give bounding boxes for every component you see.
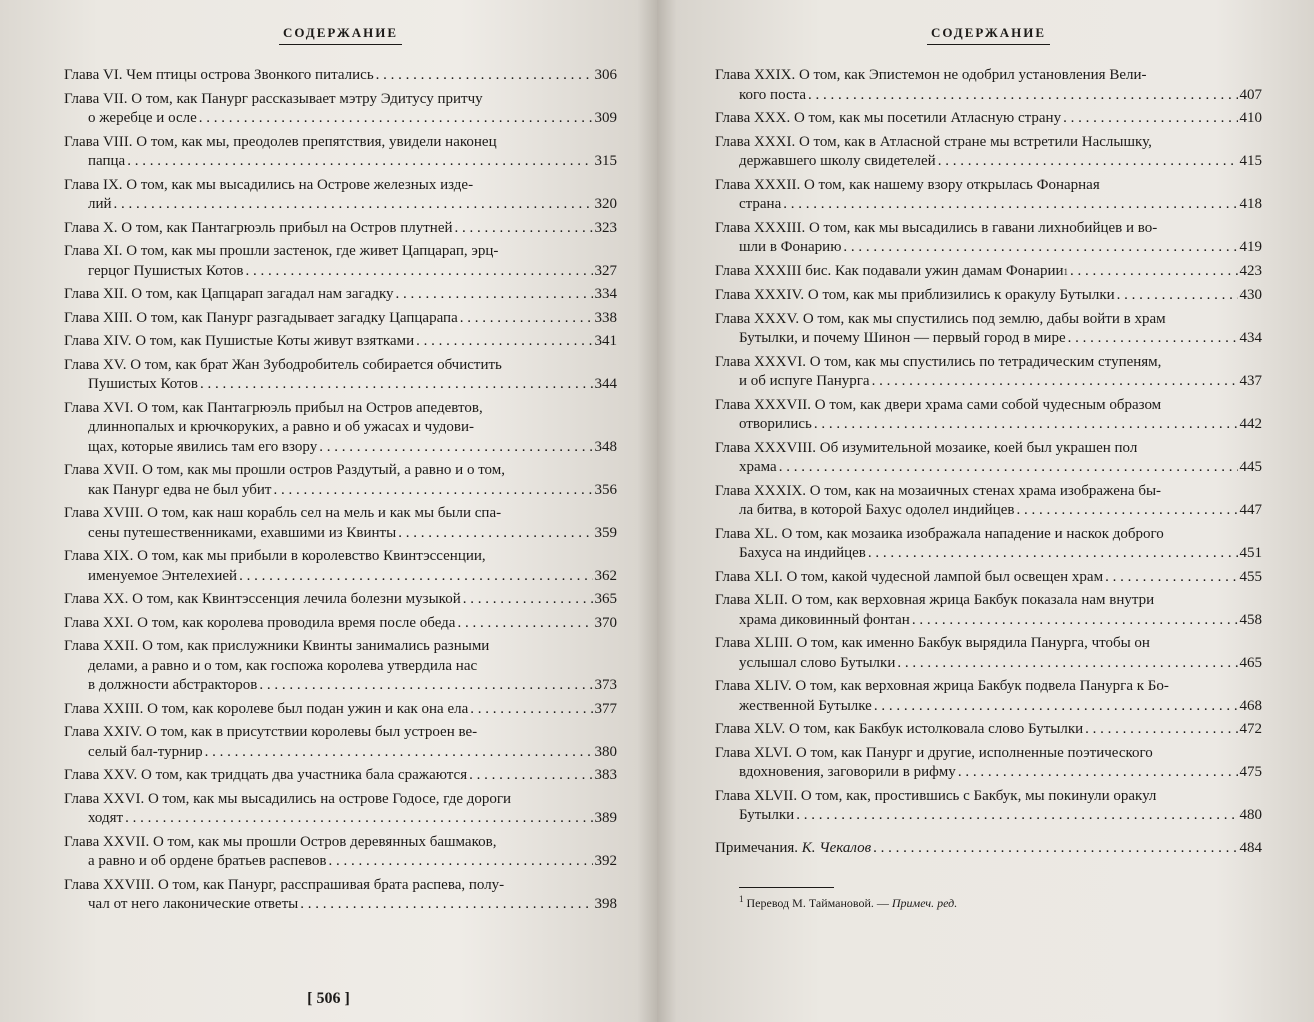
toc-entry[interactable] xyxy=(64,723,617,762)
toc-entry[interactable] xyxy=(64,766,617,786)
toc-entry-title: Глава XXXIII. О том, как мы высадились в гавани лихнобийцев и во- xyxy=(715,219,1158,236)
toc-entry[interactable] xyxy=(64,399,617,458)
toc-entry[interactable] xyxy=(64,176,617,215)
page-ref: 338 xyxy=(594,309,617,326)
toc-entry[interactable] xyxy=(64,876,617,915)
toc-entry-title-cont: ходят xyxy=(88,810,124,826)
toc-entry-title: Глава XXV. О том, как тридцать два участника бала сражаются xyxy=(64,767,468,783)
toc-entry-title-cont: делами, а равно и о том, как госпожа королева утвердила нас xyxy=(88,657,478,674)
toc-entry-title-cont: услышал слово Бутылки xyxy=(739,654,896,671)
toc-entry[interactable] xyxy=(64,590,617,610)
toc-entry[interactable] xyxy=(715,262,1262,283)
toc-entry-title-cont: сены путешественниками, ехавшими из Квинты xyxy=(88,524,397,541)
page-ref: 475 xyxy=(1239,764,1262,780)
toc-entry[interactable] xyxy=(715,744,1262,783)
toc-entry-title: Глава XX. О том, как Квинтэссенция лечила болезни музыкой xyxy=(64,591,461,607)
toc-entry[interactable] xyxy=(64,700,617,720)
toc-entry-title-cont: чал от него лаконические ответы xyxy=(88,896,299,912)
page-ref: 430 xyxy=(1239,287,1262,303)
page-ref: 327 xyxy=(594,262,617,279)
page-ref: 389 xyxy=(594,810,617,826)
page-header: СОДЕРЖАНИЕ xyxy=(64,24,617,48)
toc-entry[interactable] xyxy=(715,286,1262,306)
page-ref: 377 xyxy=(594,700,617,717)
page-ref: 437 xyxy=(1239,373,1262,389)
toc-entry[interactable] xyxy=(715,525,1262,564)
toc-entry-title: Глава XV. О том, как брат Жан Зубодробитель собирается обчистить xyxy=(64,356,502,373)
page-ref: 484 xyxy=(1239,839,1262,856)
toc-entry-title: Глава XXXIV. О том, как мы приблизились к оракулу Бутылки xyxy=(715,287,1115,303)
toc-entry[interactable] xyxy=(64,504,617,543)
toc-entry-title: Глава XXXII. О том, как нашему взору открылась Фонарная xyxy=(715,176,1100,193)
toc-entry-title: Глава XXXI. О том, как в Атласной стране мы встретили Наслышку, xyxy=(715,133,1152,150)
toc-entry-title-cont: а равно и об ордене братьев распевов xyxy=(88,853,327,869)
toc-entry-title: Глава XXVI. О том, как мы высадились на острове Годосе, где дороги xyxy=(64,790,512,807)
toc-entry[interactable] xyxy=(64,309,617,329)
toc-entry-title: Глава XXXIII бис. Как подавали ужин дамам Фонарии xyxy=(715,262,1064,279)
page-ref: 320 xyxy=(594,196,617,212)
toc-entry[interactable] xyxy=(64,242,617,281)
page-ref: 398 xyxy=(594,896,617,912)
toc-entry[interactable] xyxy=(64,133,617,172)
page-ref: 451 xyxy=(1239,545,1262,561)
page-ref: 365 xyxy=(594,591,617,607)
toc-entry-title: Глава XII. О том, как Цапцарап загадал нам загадку xyxy=(64,286,394,302)
toc-entry-title: Глава XXXV. О том, как мы спустились под землю, дабы войти в храм xyxy=(715,310,1166,327)
toc-entry-title: Глава XXVII. О том, как мы прошли Остров деревянных башмаков, xyxy=(64,833,497,850)
toc-list xyxy=(64,66,617,915)
toc-entry-title-cont: как Панург едва не был убит xyxy=(88,481,272,498)
toc-entry[interactable] xyxy=(715,787,1262,826)
toc-entry-title: Глава XLV. О том, как Бакбук истолковала слово Бутылки xyxy=(715,721,1084,737)
page-ref: 472 xyxy=(1239,721,1262,737)
page-ref: 418 xyxy=(1239,196,1262,212)
toc-entry[interactable] xyxy=(715,176,1262,215)
toc-entry-title: Глава XXIX. О том, как Эпистемон не одобрил установления Вели- xyxy=(715,67,1147,83)
toc-entry-title-cont: страна xyxy=(739,196,782,212)
toc-entry[interactable] xyxy=(715,482,1262,521)
toc-entry-title: Глава XLIII. О том, как именно Бакбук вырядила Панурга, чтобы он xyxy=(715,635,1150,651)
toc-entry[interactable] xyxy=(715,591,1262,630)
toc-entry-title: Глава XXVIII. О том, как Панург, расспрашивая брата распева, полу- xyxy=(64,876,505,893)
toc-entry-title-cont: папца xyxy=(88,153,126,169)
toc-entry-title-cont: и об испуге Панурга xyxy=(739,373,870,389)
toc-entry-title: Глава IX. О том, как мы высадились на Острове железных изде- xyxy=(64,176,474,193)
page-ref: 465 xyxy=(1239,654,1262,671)
page-ref: 306 xyxy=(594,67,617,83)
toc-entry-title: Глава XIX. О том, как мы прибыли в королевство Квинтэссенции, xyxy=(64,548,486,564)
toc-entry[interactable] xyxy=(715,133,1262,172)
toc-entry-title: Глава XLI. О том, какой чудесной лампой был освещен храм xyxy=(715,568,1104,585)
footnote-rule xyxy=(739,887,834,888)
toc-entry[interactable] xyxy=(64,219,617,239)
toc-entry-title: Глава XLVII. О том, как, простившись с Бакбук, мы покинули оракул xyxy=(715,787,1157,804)
page-ref: 468 xyxy=(1239,697,1262,714)
toc-entry-notes[interactable] xyxy=(715,840,1262,857)
footnote: $^1$ Перевод М. Таймановой. — Примеч. ред. xyxy=(739,893,958,910)
toc-entry[interactable] xyxy=(715,219,1262,258)
page-ref: 323 xyxy=(594,219,617,236)
toc-entry-title-cont: Бутылки xyxy=(739,807,795,823)
page-ref: 415 xyxy=(1239,153,1262,169)
toc-entry-title-cont: именуемое Энтелехией xyxy=(88,567,238,584)
toc-entry-title: Глава X. О том, как Пантагрюэль прибыл на Остров плутней xyxy=(64,219,453,236)
toc-entry-title-cont: лий xyxy=(88,196,112,212)
toc-entry[interactable] xyxy=(64,614,617,634)
toc-entry-title: Глава XVII. О том, как мы прошли остров Раздутый, а равно и о том, xyxy=(64,462,506,478)
page-ref: 455 xyxy=(1239,568,1262,585)
page-ref: 334 xyxy=(594,286,617,302)
page-ref: 309 xyxy=(594,110,617,126)
toc-entry-title-cont: Пушистых Котов xyxy=(88,376,198,392)
notes-label: Примечания. xyxy=(715,839,799,856)
toc-entry-title: Глава XXXVI. О том, как мы спустились по тетрадическим ступеням, xyxy=(715,353,1162,370)
toc-entry-title: Глава XXXVIII. Об изумительной мозаике, коей был украшен пол xyxy=(715,439,1138,456)
toc-entry-title-cont: шли в Фонарию xyxy=(739,239,842,255)
toc-entry-title-cont: герцог Пушистых Котов xyxy=(88,262,244,279)
page-ref: 434 xyxy=(1239,330,1262,346)
toc-entry-title-cont: о жеребце и осле xyxy=(88,110,197,126)
toc-entry-title: Глава XLVI. О том, как Панург и другие, исполненные поэтического xyxy=(715,744,1153,761)
page-ref: 344 xyxy=(594,376,617,392)
toc-entry-title: Глава XVI. О том, как Пантагрюэль прибыл на Остров апедевтов, xyxy=(64,399,483,416)
page-ref: 410 xyxy=(1239,110,1262,126)
toc-entry-title: Глава XXIII. О том, как королеве был подан ужин и как она ела xyxy=(64,700,469,717)
toc-entry[interactable] xyxy=(64,547,617,586)
toc-entry-title-cont: в должности абстракторов xyxy=(88,677,258,693)
toc-entry-title-cont: длиннопалых и крючкоруких, а равно и об ужасах и чудови- xyxy=(88,419,474,435)
toc-entry-title: Глава VI. Чем птицы острова Звонкого питались xyxy=(64,67,374,83)
page-ref: 419 xyxy=(1239,239,1262,255)
page-ref: 423 xyxy=(1239,262,1262,279)
page-ref: 458 xyxy=(1239,611,1262,628)
page-ref: 315 xyxy=(594,153,617,169)
page-ref: 445 xyxy=(1239,459,1262,475)
toc-entry[interactable] xyxy=(715,677,1262,716)
toc-entry-title: Глава XL. О том, как мозаика изображала нападение и наскок доброго xyxy=(715,525,1164,542)
toc-entry-title-cont: вдохновения, заговорили в рифму xyxy=(739,764,956,780)
toc-entry-title-cont: державшего школу свидетелей xyxy=(739,153,936,169)
toc-entry-title-cont: кого поста xyxy=(739,86,807,103)
toc-entry[interactable] xyxy=(64,356,617,395)
toc-entry-title: Глава XXXVII. О том, как двери храма сами собой чудесным образом xyxy=(715,396,1162,413)
page-ref: 442 xyxy=(1239,416,1262,432)
toc-entry[interactable] xyxy=(64,833,617,872)
page-ref: 380 xyxy=(594,743,617,760)
page-ref: 362 xyxy=(594,567,617,584)
toc-entry[interactable] xyxy=(64,461,617,500)
toc-entry-title: Глава VIII. О том, как мы, преодолев препятствия, увидели наконец xyxy=(64,133,497,150)
toc-entry[interactable] xyxy=(64,790,617,829)
footnote-mark: 1 xyxy=(1063,266,1068,277)
toc-list xyxy=(715,66,1262,826)
toc-entry[interactable] xyxy=(715,353,1262,392)
toc-entry-title: Глава XI. О том, как мы прошли застенок, где живет Цапцарап, эрц- xyxy=(64,243,499,259)
toc-entry[interactable] xyxy=(715,720,1262,740)
toc-entry-title: Глава XXII. О том, как прислужники Квинты занимались разными xyxy=(64,638,490,654)
toc-entry[interactable] xyxy=(715,396,1262,435)
toc-entry[interactable] xyxy=(715,310,1262,349)
notes-author: К. Чекалов xyxy=(801,839,872,856)
page-ref: 447 xyxy=(1239,502,1262,518)
page-ref: 348 xyxy=(594,438,617,455)
toc-entry[interactable] xyxy=(715,66,1262,105)
page-ref: 392 xyxy=(594,853,617,869)
toc-entry-title: Глава XXI. О том, как королева проводила время после обеда xyxy=(64,614,456,631)
toc-entry-title: Глава XXXIX. О том, как на мозаичных стенах храма изображена бы- xyxy=(715,482,1162,499)
toc-entry-title-cont: отворились xyxy=(739,416,812,432)
toc-entry[interactable] xyxy=(715,568,1262,588)
toc-entry[interactable] xyxy=(64,332,617,352)
toc-entry-title-cont: жественной Бутылке xyxy=(739,697,872,714)
page-ref: 341 xyxy=(594,333,617,349)
toc-entry-title: Глава XXIV. О том, как в присутствии королевы был устроен ве- xyxy=(64,724,478,740)
page-ref: 359 xyxy=(594,524,617,541)
toc-entry-title: Глава XIV. О том, как Пушистые Коты живут взятками xyxy=(64,333,415,349)
page-ref: 373 xyxy=(594,677,617,693)
toc-entry[interactable] xyxy=(64,66,617,86)
page-ref: 383 xyxy=(594,767,617,783)
toc-entry[interactable] xyxy=(64,285,617,305)
page-ref: 356 xyxy=(594,481,617,498)
page-number: [ 506 ] xyxy=(307,990,350,1007)
page-ref: 370 xyxy=(594,614,617,631)
toc-entry[interactable] xyxy=(715,634,1262,673)
toc-entry-title-cont: храма диковинный фонтан xyxy=(739,611,910,628)
toc-entry-title: Глава VII. О том, как Панург рассказывает мэтру Эдитусу притчу xyxy=(64,90,483,107)
toc-entry-title-cont: храма xyxy=(739,459,777,475)
toc-entry[interactable] xyxy=(64,637,617,696)
toc-entry-title-cont: Бахуса на индийцев xyxy=(739,545,866,561)
page-header: СОДЕРЖАНИЕ xyxy=(715,24,1262,48)
toc-entry-title: Глава XIII. О том, как Панург разгадывает загадку Цапцарапа xyxy=(64,309,458,326)
toc-entry-title-cont: селый бал-турнир xyxy=(88,743,203,760)
toc-entry[interactable] xyxy=(715,109,1262,129)
toc-entry-title-cont: ла битва, в которой Бахус одолел индийцев xyxy=(739,502,1015,518)
toc-entry-title: Глава XLII. О том, как верховная жрица Бакбук показала нам внутри xyxy=(715,592,1155,608)
toc-entry-title: Глава XLIV. О том, как верховная жрица Бакбук подвела Панурга к Бо- xyxy=(715,678,1169,694)
right-page xyxy=(657,0,1314,1022)
toc-entry-title-cont: щах, которые явились там его взору xyxy=(88,438,318,455)
page-ref: 407 xyxy=(1239,86,1262,103)
toc-entry[interactable] xyxy=(715,439,1262,478)
toc-entry-title: Глава XXX. О том, как мы посетили Атласную страну xyxy=(715,110,1062,126)
page-ref: 480 xyxy=(1239,807,1262,823)
toc-entry-title-cont: Бутылки, и почему Шинон — первый город в мире xyxy=(739,330,1066,346)
toc-entry[interactable] xyxy=(64,90,617,129)
toc-entry-title: Глава XVIII. О том, как наш корабль сел на мель и как мы были спа- xyxy=(64,505,502,521)
